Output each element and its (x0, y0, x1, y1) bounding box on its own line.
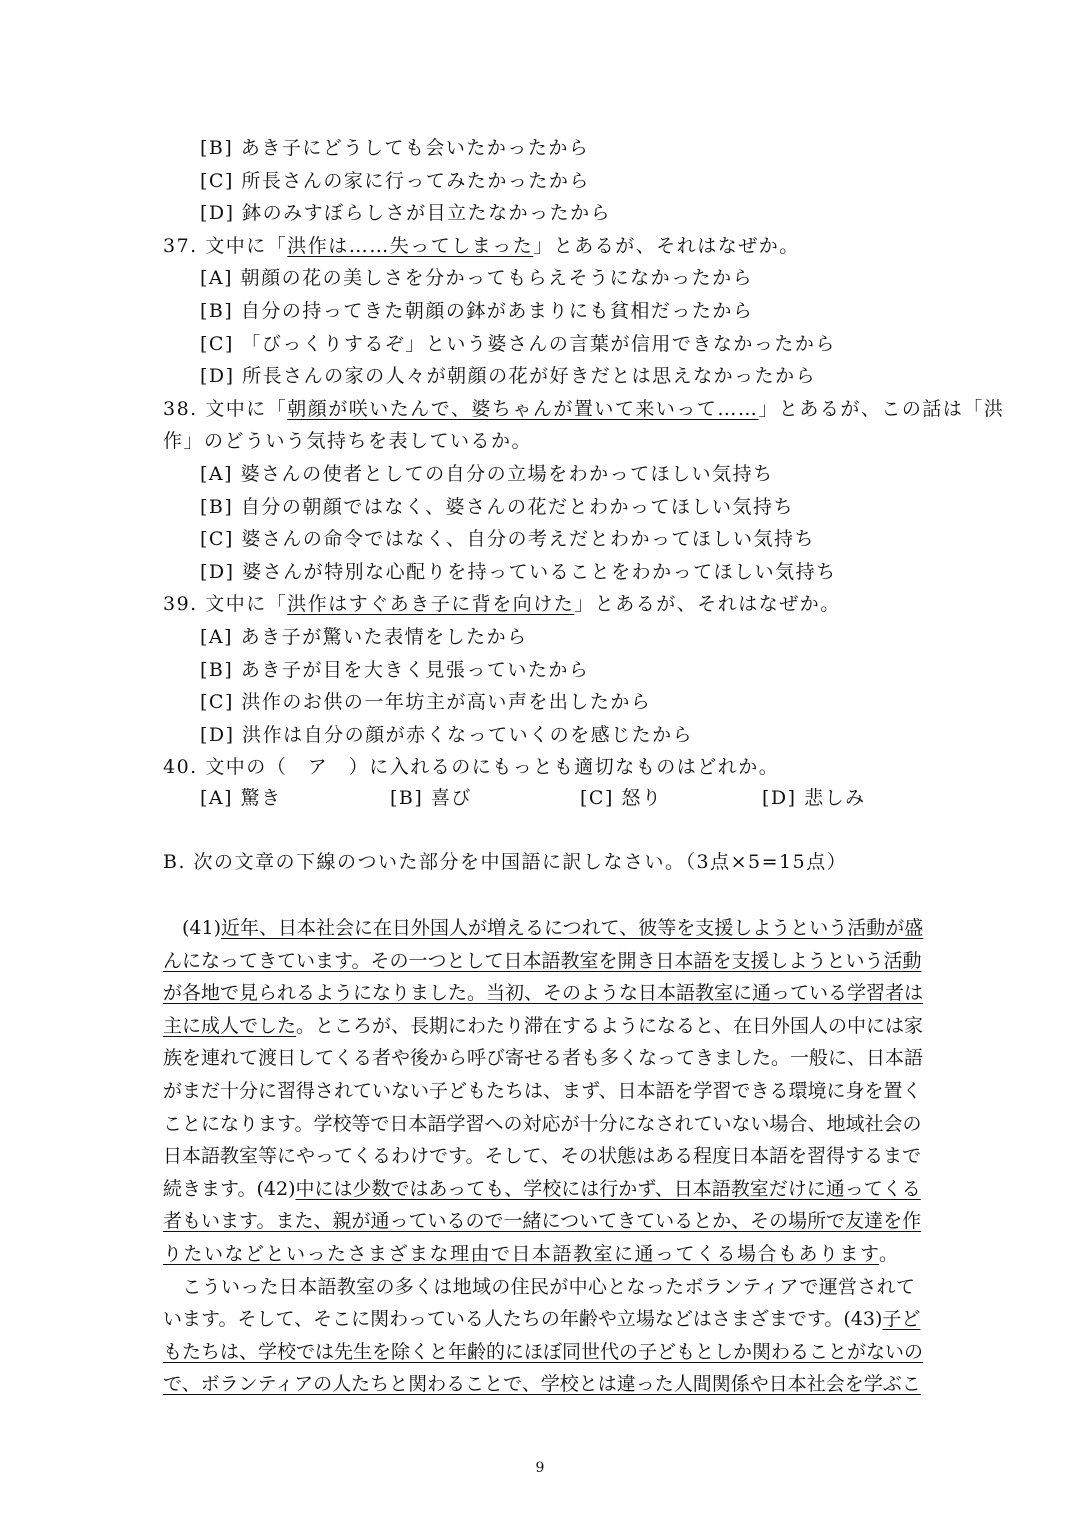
text-line (163, 1177, 921, 1201)
text-segment: [B] あき子にどうしても会いたかったから (200, 137, 590, 159)
text-segment: 」とあるが、それはなぜか。 (533, 234, 800, 257)
text-line (163, 1242, 900, 1266)
underlined-text: んになってきています。その一つとして日本語教室を開き日本語を支援しようという活動 (163, 949, 922, 972)
text-line (200, 462, 774, 486)
text-line (163, 1372, 921, 1396)
text-segment: [B] 自分の持ってきた朝顔の鉢があまりにも貧相だったから (200, 300, 754, 322)
text-line (200, 299, 753, 323)
text-segment: (41) (163, 917, 222, 939)
text-line (200, 332, 836, 356)
q40-option: [B] 喜び (390, 787, 472, 809)
underlined-text: が各地で見られるようになりました。当初、そのような日本語教室に通っている学習者は (163, 982, 924, 1005)
text-line (200, 364, 816, 388)
text-line (163, 1340, 924, 1364)
text-line (163, 916, 924, 940)
underlined-text: 子ど (882, 1308, 921, 1331)
text-line (163, 1209, 922, 1233)
text-segment: 39. 文中に「 (163, 593, 288, 616)
text-segment: [B] 自分の朝顔ではなく、婆さんの花だとわかってほしい気持ち (200, 495, 794, 518)
underlined-text: 主に成人でした (163, 1014, 297, 1037)
text-line (163, 1079, 922, 1103)
q40-option: [D] 悲しみ (762, 787, 866, 809)
text-segment: 族を連れて渡日してくる者や後から呼び寄せる者も多くなってきました。一般に、日本語 (163, 1047, 924, 1070)
underlined-text: もたちは、学校では先生を除くと年齢的にほぼ同世代の子どもとしか関わることがないの (163, 1340, 924, 1363)
text-segment: [C] 所長さんの家に行ってみたかったから (200, 169, 590, 192)
text-line (163, 234, 800, 258)
text-segment: 37. 文中に「 (163, 234, 288, 257)
text-line (200, 266, 753, 290)
text-line (163, 949, 922, 973)
text-segment: [D] 洪作は自分の顔が赤くなっていくのを感じたから (200, 723, 694, 746)
text-line (200, 625, 528, 649)
text-line (163, 397, 1004, 421)
text-segment: こういった日本語教室の多くは地域の住民が中心となったボランティアで運営されて (163, 1275, 915, 1298)
underlined-text: 洪作はすぐあき子に背を向けた (287, 593, 575, 616)
text-segment: [D] 所長さんの家の人々が朝顔の花が好きだとは思えなかったから (200, 365, 817, 388)
text-line (200, 658, 589, 682)
text-line (200, 495, 794, 519)
text-segment: 。ところが、長期にわたり滞在するようになると、在日外国人の中には家 (296, 1014, 924, 1037)
text-segment: [A] 朝顔の花の美しさを分かってもらえそうになかったから (200, 267, 754, 290)
text-line (163, 1275, 915, 1299)
text-segment: 続きます。(42) (163, 1177, 296, 1200)
text-line (163, 429, 532, 453)
text-line (163, 1046, 924, 1070)
text-segment: 38. 文中に「 (163, 397, 288, 420)
text-segment: 作」のどういう気持ちを表しているか。 (163, 430, 533, 453)
text-segment: [D] 婆さんが特別な心配りを持っていることをわかってほしい気持ち (200, 560, 837, 583)
q40-option: [A] 驚き (200, 787, 282, 809)
text-line (200, 527, 815, 551)
text-segment: 」とあるが、それはなぜか。 (574, 593, 841, 616)
text-line (163, 1144, 922, 1168)
section-b-heading: B. 次の文章の下線のついた部分を中国語に訳しなさい。（3点×5=15点） (163, 851, 848, 873)
text-line (163, 1112, 922, 1136)
underlined-text: で、ボランティアの人たちと関わることで、学校とは違った人間関係や日本社会を学ぶこ (163, 1373, 921, 1396)
text-segment: [A] あき子が驚いた表情をしたから (200, 626, 528, 648)
text-segment: [C] 洪作のお供の一年坊主が高い声を出したから (200, 691, 652, 714)
text-segment: [C] 婆さんの命令ではなく、自分の考えだとわかってほしい気持ち (200, 528, 816, 551)
text-segment: [D] 鉢のみすぼらしさが目立たなかったから (200, 202, 612, 225)
text-line (163, 1307, 921, 1331)
text-segment: [C] 「びっくりするぞ」という婆さんの言葉が信用できなかったから (200, 332, 836, 355)
text-line (163, 1014, 924, 1038)
page-number: 9 (535, 1460, 545, 1476)
text-segment: 40. 文中の（ ア ）に入れるのにもっとも適切なものはどれか。 (163, 756, 780, 779)
q40-option: [C] 怒り (580, 787, 663, 809)
text-segment: [B] あき子が目を大きく見張っていたから (200, 658, 590, 681)
text-line (200, 560, 837, 584)
text-line (163, 981, 924, 1005)
text-segment: がまだ十分に習得されていない子どもたちは、まず、日本語を学習できる環境に身を置く (163, 1080, 922, 1102)
text-line (200, 723, 693, 747)
text-segment: います。そして、そこに関わっている人たちの年齢や立場などはさまざまです。(43) (163, 1308, 883, 1331)
text-line (163, 755, 779, 779)
text-line (200, 169, 590, 193)
text-segment: 」とあるが、この話は「洪 (758, 397, 1005, 420)
text-segment: [A] 婆さんの使者としての自分の立場をわかってほしい気持ち (200, 463, 774, 485)
text-segment: 。 (878, 1243, 900, 1265)
text-segment: ことになります。学校等で日本語学習への対応が十分になされていない場合、地域社会の (163, 1112, 922, 1135)
text-line (200, 690, 651, 714)
text-line (200, 136, 589, 160)
text-line (163, 592, 841, 616)
underlined-text: 中には少数ではあっても、学校には行かず、日本語教室だけに通ってくる (295, 1177, 921, 1200)
underlined-text: 近年、日本社会に在日外国人が増えるにつれて、彼等を支援しようという活動が盛 (221, 917, 924, 939)
underlined-text: 朝顔が咲いたんで、婆ちゃんが置いて来いって…… (287, 397, 759, 420)
text-segment: 日本語教室等にやってくるわけです。そして、その状態はある程度日本語を習得するまで (163, 1145, 922, 1168)
underlined-text: りたいなどといったさまざまな理由で日本語教室に通ってくる場合もあります (163, 1243, 879, 1265)
underlined-text: 洪作は……失ってしまった (287, 234, 534, 257)
text-line (200, 201, 611, 225)
underlined-text: 者もいます。また、親が通っているので一緒についてきているとか、その場所で友達を作 (163, 1210, 922, 1233)
